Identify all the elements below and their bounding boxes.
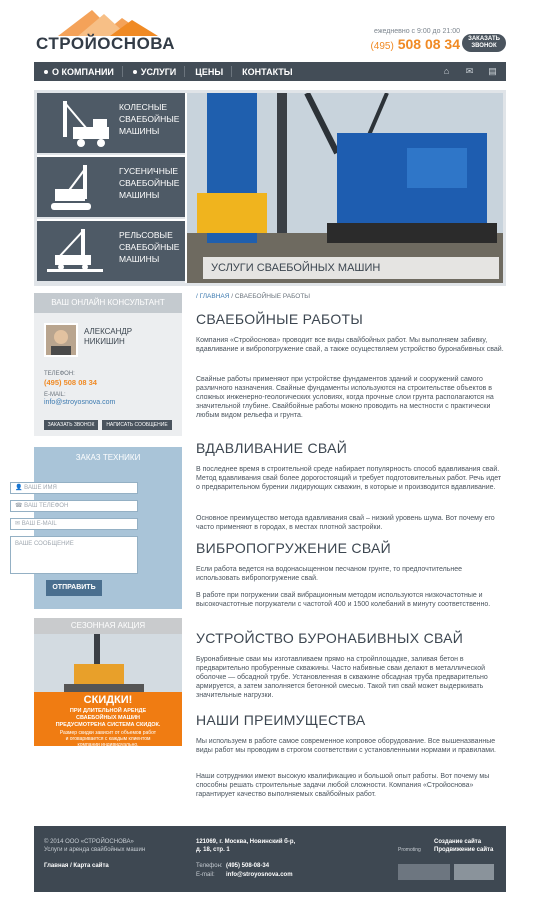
footer-address-line1: 121069, г. Москва, Новинский б-р, bbox=[196, 839, 296, 845]
promo-heading: СЕЗОННАЯ АКЦИЯ bbox=[34, 618, 182, 634]
hero-photo bbox=[187, 93, 503, 283]
paragraph: Компания «Стройоснова» проводит все виды свайбойных работ. Мы выполняем забивку, вдавливание и вибропогружение свай, а также осуществляем устройство буронабивных свай. bbox=[196, 337, 504, 353]
footer-phone[interactable]: (495) 508-08-34 bbox=[226, 863, 270, 869]
consultant-email[interactable]: info@stroyosnova.com bbox=[44, 399, 116, 406]
developer-brand[interactable]: Promoting bbox=[398, 847, 421, 853]
tile-label bbox=[119, 229, 179, 265]
tile-line: ГУСЕНИЧНЫЕ bbox=[119, 166, 179, 176]
bullet-icon bbox=[44, 70, 48, 74]
tile-line: МАШИНЫ bbox=[119, 190, 160, 200]
paragraph: Основное преимущество метода вдавливания свай – низкий уровень шума. Вот почему его часто применяют в городах, в местах плотной застройки. bbox=[196, 515, 495, 531]
promo-line: ПРИ ДЛИТЕЛЬНОЙ АРЕНДЕ bbox=[69, 708, 147, 714]
hero-banner bbox=[34, 90, 506, 286]
promo-note-line: Размер скидки зависит от объемов работ bbox=[59, 730, 157, 736]
consultant-phone[interactable]: (495) 508 08 34 bbox=[44, 378, 97, 387]
nav-label: О КОМПАНИИ bbox=[52, 66, 114, 77]
tile-line: КОЛЕСНЫЕ bbox=[119, 102, 168, 112]
paragraph: Мы используем в работе самое современное копровое оборудование. Все вышеназванные виды работ мы проводим в строгом соответствии с установленными нормами и правилами. bbox=[196, 738, 496, 754]
nav-label: ЦЕНЫ bbox=[195, 66, 224, 77]
hero-caption: УСЛУГИ СВАЕБОЙНЫХ МАШИН bbox=[203, 257, 499, 279]
tile-wheeled-machines[interactable] bbox=[37, 93, 185, 155]
message-textarea[interactable]: ВАШЕ СООБЩЕНИЕ bbox=[10, 536, 138, 574]
tile-line: СВАЕБОЙНЫЕ bbox=[119, 114, 180, 124]
user-icon: 👤 bbox=[15, 485, 23, 491]
paragraph: В работе при погружении свай вибрационным методом используются низкочастотные и высокочастотные погружатели с частотой 400 и 1500 колебаний в минуту соответственно. bbox=[196, 592, 491, 608]
send-button[interactable]: ОТПРАВИТЬ bbox=[46, 580, 102, 596]
main-nav bbox=[34, 62, 506, 81]
site-footer bbox=[34, 826, 506, 892]
consultant-heading: ВАШ ОНЛАЙН КОНСУЛЬТАНТ bbox=[34, 293, 182, 313]
email-placeholder: ВАШ E-MAIL bbox=[21, 521, 57, 527]
mail-icon[interactable]: ✉ bbox=[465, 66, 474, 76]
promo-note-line: и оговаривается с каждым клиентом bbox=[65, 736, 151, 742]
order-call-button[interactable]: ЗАКАЗАТЬ ЗВОНОК bbox=[44, 420, 98, 430]
promo-note-line: компании индивидуально. bbox=[77, 742, 139, 746]
tile-label bbox=[119, 165, 179, 201]
section-heading: ВИБРОПОГРУЖЕНИЕ СВАЙ bbox=[196, 540, 392, 556]
footer-copyright: © 2014 ООО «СТРОЙОСНОВА» bbox=[44, 839, 134, 845]
consultant-avatar bbox=[44, 323, 78, 357]
promo-line: СВАЕБОЙНЫХ МАШИН bbox=[75, 715, 141, 721]
breadcrumb bbox=[196, 293, 310, 300]
nav-label: УСЛУГИ bbox=[140, 66, 177, 77]
bullet-icon bbox=[133, 70, 137, 74]
footer-links[interactable]: Главная / Карта сайта bbox=[44, 863, 109, 869]
logo-mountain-icon bbox=[58, 8, 168, 36]
nav-item-prices[interactable] bbox=[195, 67, 223, 77]
section-heading: ВДАВЛИВАНИЕ СВАЙ bbox=[196, 440, 348, 456]
callback-line1: ЗАКАЗАТЬ bbox=[468, 36, 500, 42]
drilling-rig-photo-illustration bbox=[34, 634, 182, 692]
nav-item-services[interactable] bbox=[133, 67, 176, 77]
consultant-phone-label: ТЕЛЕФОН: bbox=[44, 371, 75, 377]
header-phone[interactable] bbox=[370, 36, 460, 52]
email-input[interactable] bbox=[10, 518, 138, 530]
footer-email[interactable]: info@stroyosnova.com bbox=[226, 872, 293, 878]
footer-email-label: E-mail: bbox=[196, 872, 215, 878]
consultant-name bbox=[84, 327, 132, 347]
tile-line: МАШИНЫ bbox=[119, 254, 160, 264]
phone-icon: ☎ bbox=[15, 503, 23, 509]
nav-item-contacts[interactable] bbox=[242, 67, 292, 77]
name-input[interactable] bbox=[10, 482, 138, 494]
mail-icon: ✉ bbox=[15, 521, 21, 527]
rail-pile-driver-icon bbox=[43, 227, 115, 277]
callback-line2: ЗВОНОК bbox=[471, 43, 497, 49]
tile-tracked-machines[interactable] bbox=[37, 157, 185, 219]
tile-line: РЕЛЬСОВЫЕ bbox=[119, 230, 173, 240]
section-heading: НАШИ ПРЕИМУЩЕСТВА bbox=[196, 712, 366, 728]
logo-text: СТРОЙОСНОВА bbox=[36, 34, 176, 53]
stats-badge[interactable] bbox=[454, 864, 494, 880]
phone-input[interactable] bbox=[10, 500, 138, 512]
wheeled-pile-driver-icon bbox=[43, 99, 115, 149]
paragraph: Свайные работы применяют при устройстве фундаментов зданий и сооружений самого различного назначения. Свайные фундаменты используются на строительстве объектов в сложных инженерно-геологических условиях, когда прочные слои грунта располагаются на значительной глубине. Свайбойные работы можно проводить на местности с практически любым видом рельефа и грунта. bbox=[196, 376, 494, 419]
paragraph: Наши сотрудники имеют высокую квалификацию и большой опыт работы. Вот почему мы способны решать строительные задачи любой сложности. Компания «Стройоснова» гарантирует качество выполняемых свайбойных работ. bbox=[196, 773, 490, 798]
machine-categories bbox=[37, 93, 185, 283]
promo-title: СКИДКИ! bbox=[83, 694, 133, 706]
person-photo-icon bbox=[46, 325, 76, 355]
developer-link-create[interactable]: Создание сайта bbox=[434, 839, 482, 845]
name-placeholder: ВАШЕ ИМЯ bbox=[24, 485, 57, 491]
pile-driver-photo-illustration bbox=[187, 93, 503, 283]
page-title: СВАЕБОЙНЫЕ РАБОТЫ bbox=[196, 311, 364, 327]
nav-item-about[interactable] bbox=[44, 67, 114, 77]
breadcrumb-current: / СВАЕБОЙНЫЕ РАБОТЫ bbox=[231, 293, 311, 300]
paragraph: В последнее время в строительной среде набирает популярность способ вдавливания свай. Метод вдавливания свай более дорогостоящий и требует подготовительных работ. Речь идет о предварительном бурении лидирующих скважин, в которые и производится вдавливание. bbox=[196, 466, 502, 491]
consultant-email-label: E-MAIL: bbox=[44, 392, 66, 398]
home-icon[interactable]: ⌂ bbox=[443, 66, 450, 76]
developer-link-promote[interactable]: Продвижение сайта bbox=[434, 847, 494, 853]
counter-badge[interactable] bbox=[398, 864, 450, 880]
footer-phone-label: Телефон: bbox=[196, 863, 223, 869]
nav-divider bbox=[184, 66, 185, 77]
seasonal-promo[interactable] bbox=[34, 618, 182, 746]
promo-note bbox=[40, 730, 176, 746]
consultant-last-name: НИКИШИН bbox=[84, 337, 125, 346]
tracked-pile-driver-icon bbox=[43, 163, 115, 213]
promo-image bbox=[34, 634, 182, 692]
phone-number: 508 08 34 bbox=[397, 36, 460, 52]
callback-button[interactable] bbox=[462, 34, 506, 52]
working-hours: ежедневно с 9:00 до 21:00 bbox=[374, 28, 460, 35]
online-consultant-panel bbox=[34, 293, 182, 436]
tile-rail-machines[interactable] bbox=[37, 221, 185, 283]
nav-label: КОНТАКТЫ bbox=[242, 66, 293, 77]
tile-line: СВАЕБОЙНЫЕ bbox=[119, 242, 180, 252]
phone-code: (495) bbox=[370, 41, 394, 52]
send-message-button[interactable]: НАПИСАТЬ СООБЩЕНИЕ bbox=[102, 420, 172, 430]
phone-placeholder: ВАШ ТЕЛЕФОН bbox=[24, 503, 69, 509]
paragraph: Если работа ведется на водонасыщенном песчаном грунте, то предпочтительнее использовать вибропогружение свай. bbox=[196, 566, 463, 582]
tile-line: МАШИНЫ bbox=[119, 126, 160, 136]
site-logo[interactable] bbox=[36, 8, 186, 54]
nav-icons bbox=[441, 66, 498, 77]
consultant-first-name: АЛЕКСАНДР bbox=[84, 327, 133, 336]
nav-divider bbox=[122, 66, 123, 77]
footer-address-line2: д. 18, стр. 1 bbox=[196, 847, 230, 853]
promo-line: ПРЕДУСМОТРЕНА СИСТЕМА СКИДОК. bbox=[55, 722, 161, 728]
tile-label bbox=[119, 101, 179, 137]
paragraph: Буронабивные сваи мы изготавливаем прямо на стройплощадке, заливая бетон в предварительно пробуренные скважины. Часто набивные сваи делают в металлической оболочке — обсадной трубе. Установленная в скважине обсадная труба предварительно армируется, а затем заполняется бетонной смесью. Такой тип свай может выдерживать значительные нагрузки. bbox=[196, 656, 488, 699]
footer-tagline: Услуги и аренда свайбойных машин bbox=[44, 847, 146, 853]
section-heading: УСТРОЙСТВО БУРОНАБИВНЫХ СВАЙ bbox=[196, 630, 464, 646]
nav-divider bbox=[231, 66, 232, 77]
order-heading: ЗАКАЗ ТЕХНИКИ bbox=[75, 453, 141, 462]
breadcrumb-home[interactable]: / ГЛАВНАЯ bbox=[196, 293, 230, 300]
promo-text bbox=[40, 708, 176, 729]
sitemap-icon[interactable]: ▤ bbox=[488, 66, 497, 76]
tile-line: СВАЕБОЙНЫЕ bbox=[119, 178, 180, 188]
